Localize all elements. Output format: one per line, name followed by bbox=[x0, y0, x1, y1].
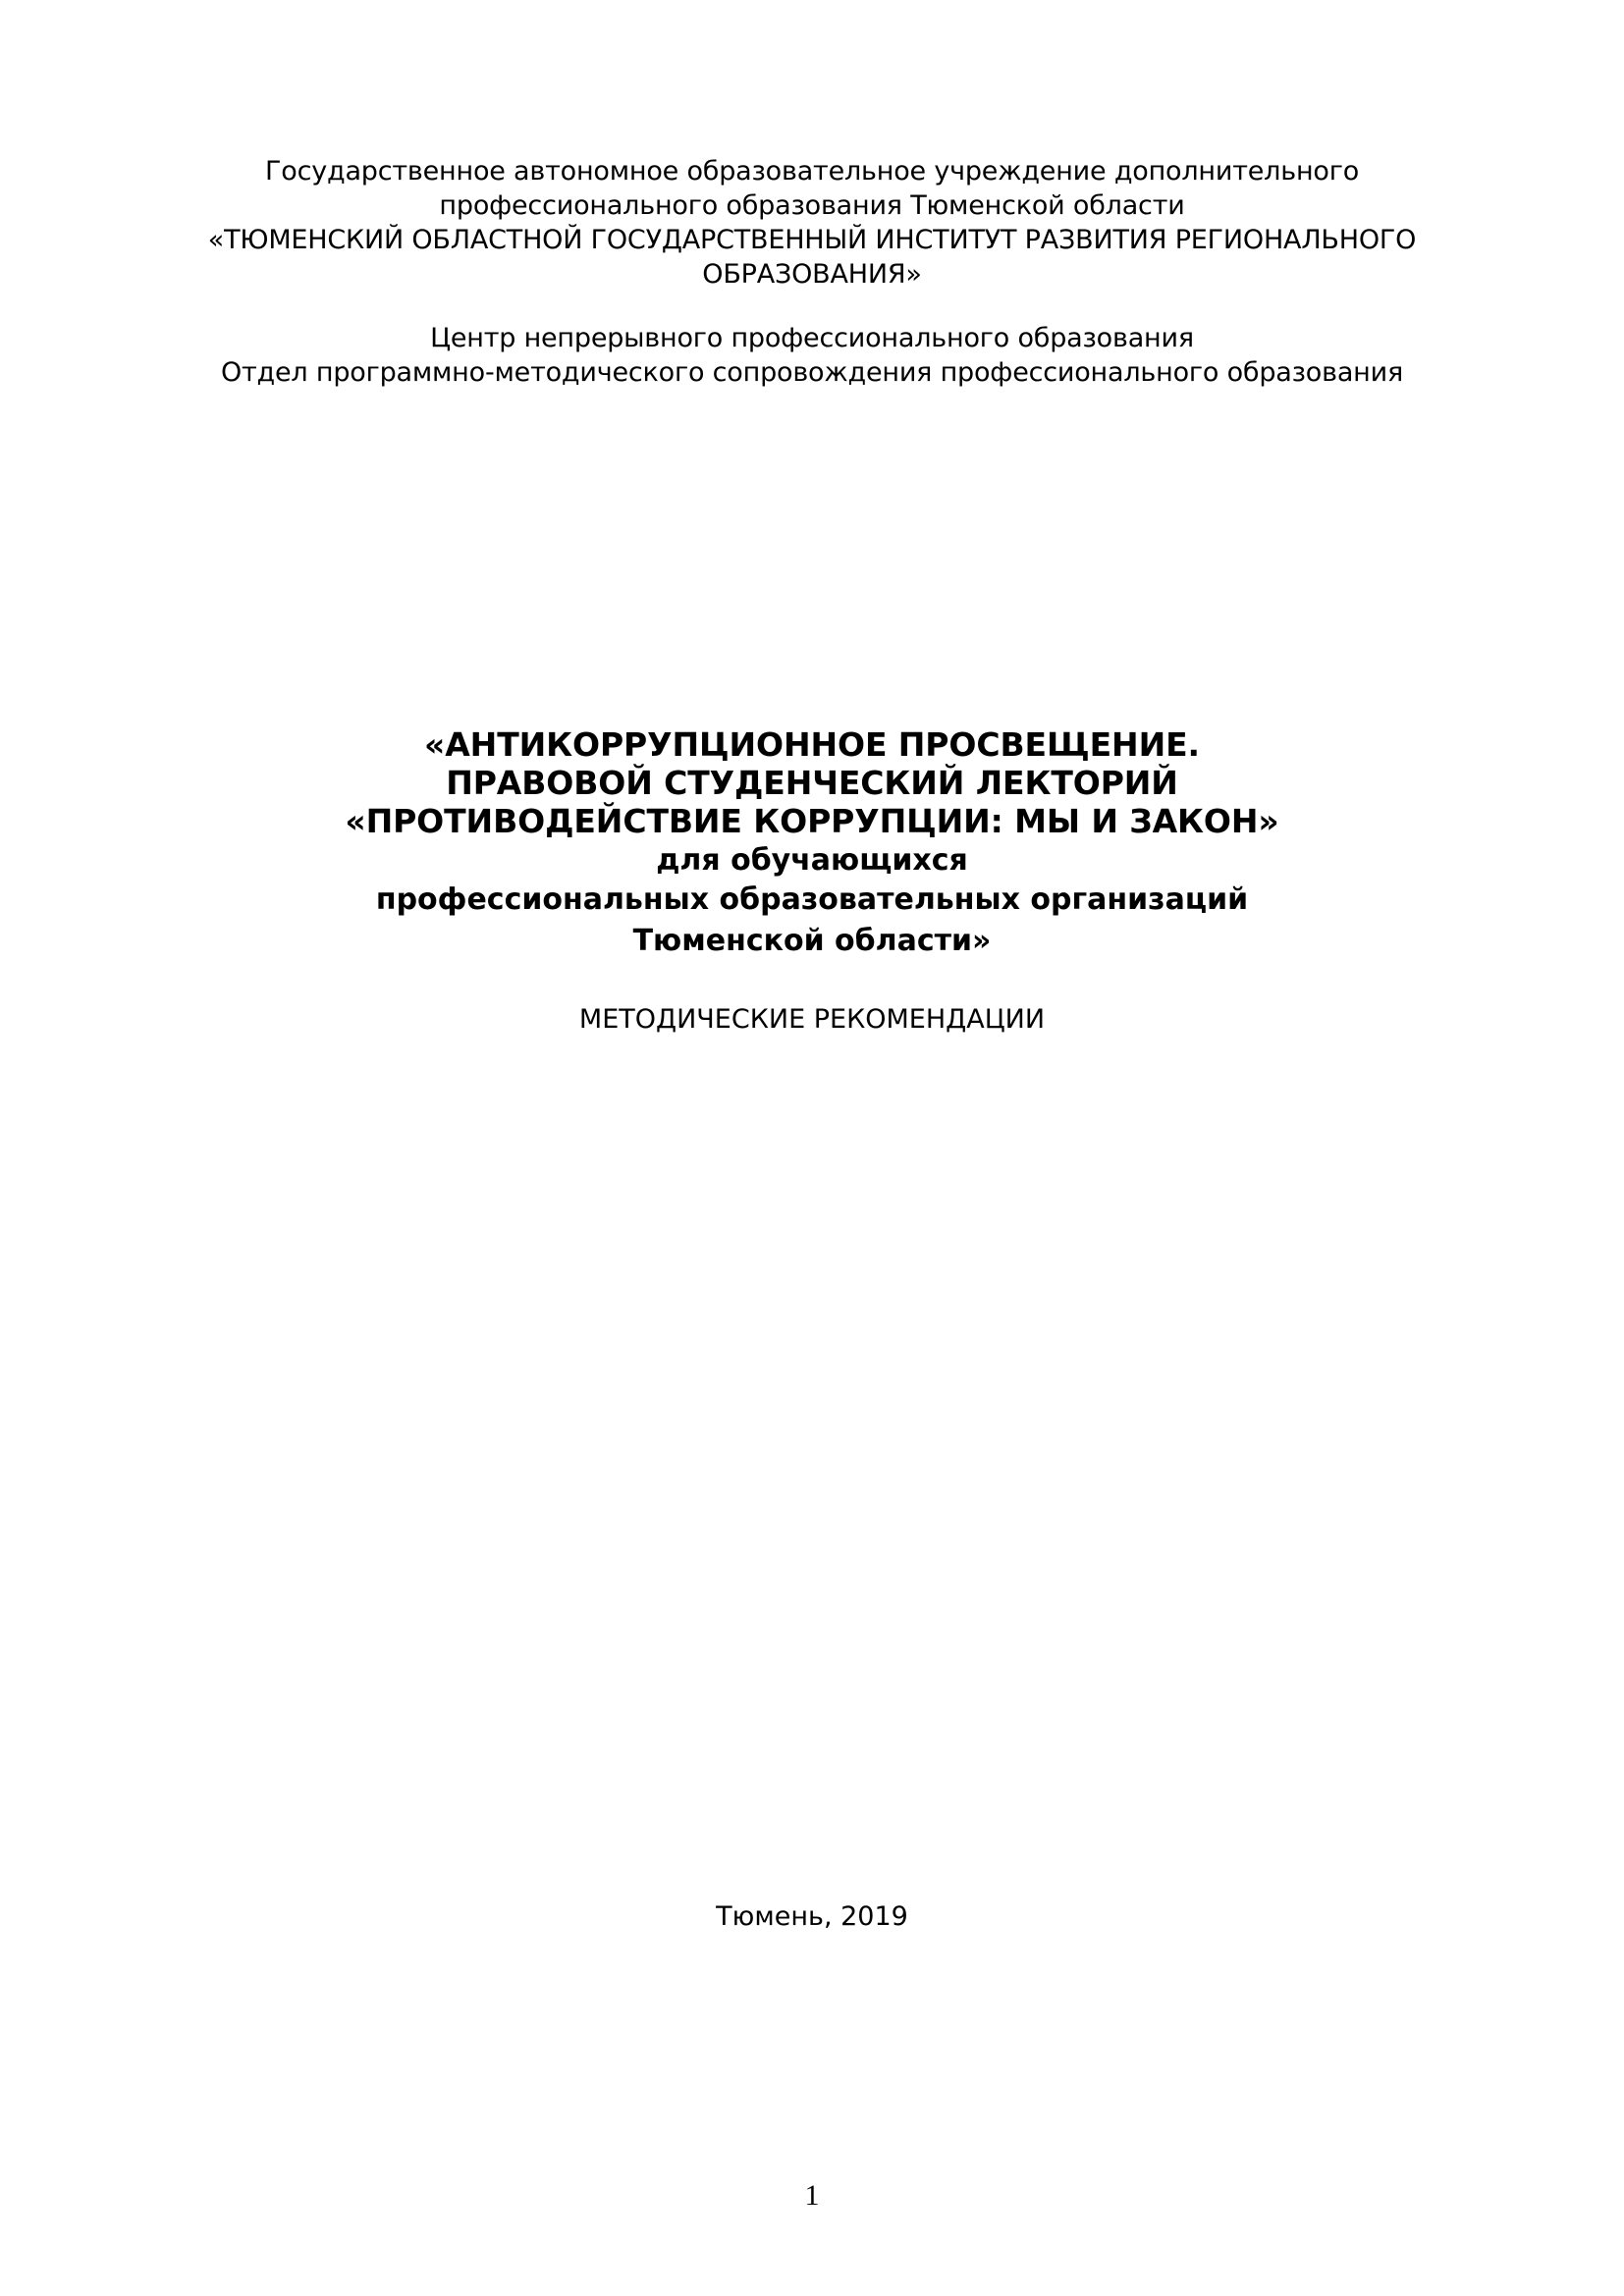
department-name: Отдел программно-методического сопровождения профессионального образования bbox=[220, 357, 1404, 388]
center-name: Центр непрерывного профессионального образования bbox=[430, 323, 1194, 353]
subtitle-line-3: Тюменской области» bbox=[632, 924, 992, 958]
page-number: 1 bbox=[804, 2179, 820, 2212]
subtitle-line-2: профессиональных образовательных организаций bbox=[375, 882, 1249, 917]
document-type: МЕТОДИЧЕСКИЕ РЕКОМЕНДАЦИИ bbox=[578, 1004, 1046, 1035]
institution-line-2: профессионального образования Тюменской области bbox=[439, 190, 1185, 221]
institution-line-4: ОБРАЗОВАНИЯ» bbox=[702, 259, 922, 290]
subtitle-line-1: для обучающихся bbox=[656, 843, 968, 878]
place-and-year: Тюмень, 2019 bbox=[716, 1901, 908, 1932]
title-line-2: ПРАВОВОЙ СТУДЕНЧЕСКИЙ ЛЕКТОРИЙ bbox=[446, 764, 1178, 802]
title-line-3: «ПРОТИВОДЕЙСТВИЕ КОРРУПЦИИ: МЫ И ЗАКОН» bbox=[345, 802, 1279, 840]
title-line-1: «АНТИКОРРУПЦИОННОЕ ПРОСВЕЩЕНИЕ. bbox=[424, 725, 1200, 764]
institution-line-3: «ТЮМЕНСКИЙ ОБЛАСТНОЙ ГОСУДАРСТВЕННЫЙ ИНСТИТУТ РАЗВИТИЯ РЕГИОНАЛЬНОГО bbox=[207, 225, 1417, 255]
institution-line-1: Государственное автономное образовательное учреждение дополнительного bbox=[264, 156, 1360, 187]
